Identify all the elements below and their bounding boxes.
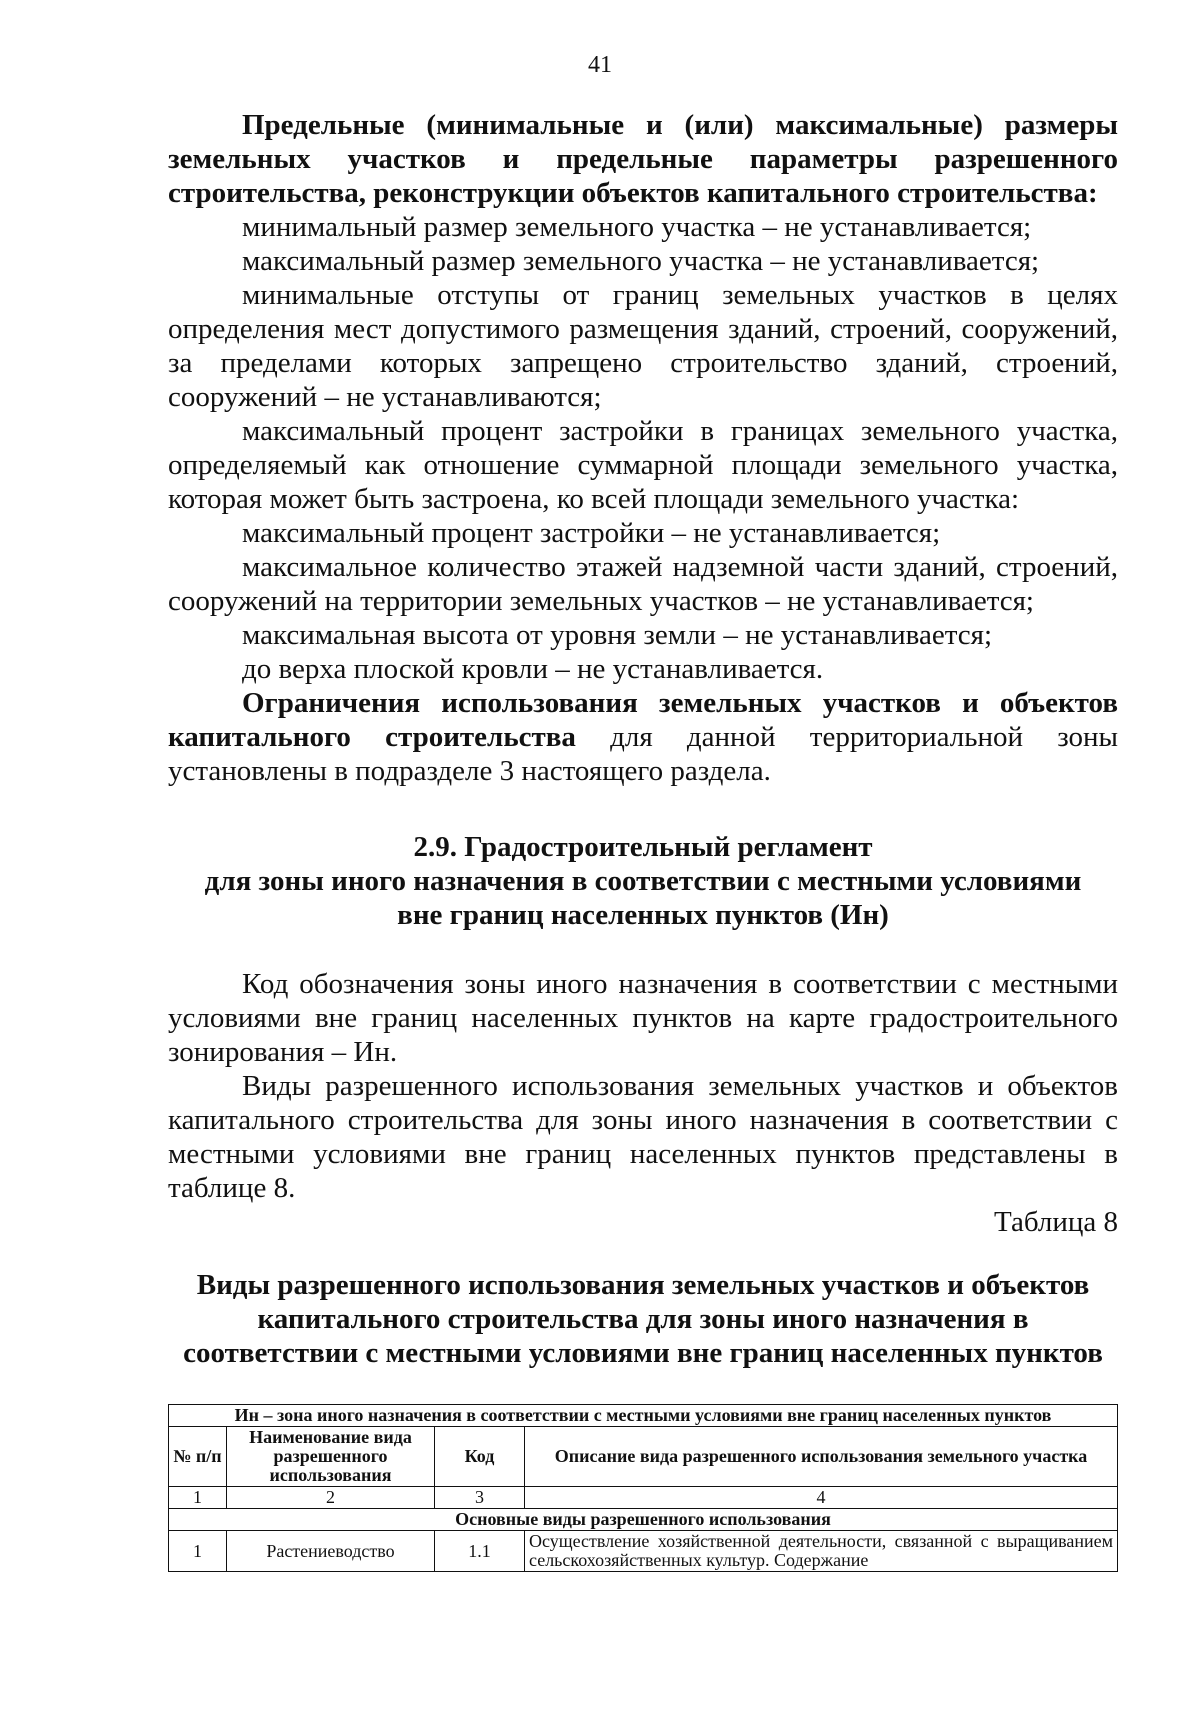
table-column-number-row — [169, 1487, 1118, 1509]
permitted-use-paragraph: Виды разрешенного использования земельных участков и объектов капитального строительства для зоны иного назначения в соответствии с местными условиями вне границ населенных пунктов представлены в таблице 8. — [168, 1070, 1118, 1204]
table-row — [169, 1531, 1118, 1572]
limit-item-1: минимальный размер земельного участка – не устанавливается; — [242, 211, 1032, 243]
table-group-header: Основные виды разрешенного использования — [169, 1509, 1118, 1531]
table-cell-code: 1.1 — [435, 1531, 525, 1572]
table-group-header-row — [169, 1509, 1118, 1531]
table-label: Таблица 8 — [993, 1206, 1118, 1238]
restrictions-bold: Ограничения использования земельных участков и объектов капитального строительства — [168, 687, 1118, 753]
limit-item-6: максимальное количество этажей надземной части зданий, строений, сооружений на территории земельных участков – не устанавливается; — [168, 551, 1118, 617]
column-header-description: Описание вида разрешенного использования земельного участка — [525, 1427, 1118, 1487]
table-caption-line-3: соответствии с местными условиями вне границ населенных пунктов — [183, 1337, 1103, 1369]
restrictions-rest: для данной территориальной зоны установлены в подразделе 3 настоящего раздела. — [168, 721, 1119, 787]
table-zone-header-row — [169, 1405, 1118, 1427]
table-8-container — [168, 1404, 1118, 1572]
limit-item-5: максимальный процент застройки – не устанавливается; — [242, 517, 941, 549]
limit-item-7: максимальная высота от уровня земли – не устанавливается; — [242, 619, 993, 651]
limit-item-4: максимальный процент застройки в границах земельного участка, определяемый как отношение суммарной площади земельного участка, которая может быть застроена, ко всей площади земельного участка: — [168, 415, 1118, 515]
page-number: 41 — [588, 52, 612, 78]
limits-heading: Предельные (минимальные и (или) максимальные) размеры земельных участков и предельные параметры разрешенного строительства, реконструкции объектов капитального строительства: — [168, 109, 1118, 209]
column-number-3: 3 — [435, 1487, 525, 1509]
section-title-line-1: 2.9. Градостроительный регламент — [413, 831, 873, 863]
column-header-num: № п/п — [169, 1427, 227, 1487]
table-column-header-row — [169, 1427, 1118, 1487]
table-caption — [168, 1268, 1118, 1370]
column-number-4: 4 — [525, 1487, 1118, 1509]
table-cell-num: 1 — [169, 1531, 227, 1572]
table-caption-line-1: Виды разрешенного использования земельных участков и объектов — [196, 1269, 1090, 1301]
column-number-2: 2 — [227, 1487, 435, 1509]
table-cell-name: Растениеводство — [227, 1531, 435, 1572]
zone-code-paragraph: Код обозначения зоны иного назначения в соответствии с местными условиями вне границ населенных пунктов на карте градостроительного зонирования – Ин. — [168, 968, 1118, 1068]
table-8 — [168, 1404, 1118, 1572]
limits-section — [168, 108, 1118, 788]
column-number-1: 1 — [169, 1487, 227, 1509]
limit-item-3: минимальные отступы от границ земельных участков в целях определения мест допустимого размещения зданий, строений, сооружений, за пределами которых запрещено строительство зданий, строений, сооружений – не устанавливаются; — [168, 279, 1118, 413]
table-cell-description: Осуществление хозяйственной деятельности, связанной с выращиванием сельскохозяйственных культур. Содержание — [525, 1531, 1118, 1572]
column-header-code: Код — [435, 1427, 525, 1487]
section-title-line-2: для зоны иного назначения в соответствии с местными условиями — [204, 865, 1082, 897]
column-header-name: Наименование вида разрешенного использования — [227, 1427, 435, 1487]
section-29-title — [168, 830, 1118, 932]
section-29-body — [168, 967, 1118, 1239]
restrictions-paragraph — [168, 686, 1118, 788]
table-zone-header: Ин – зона иного назначения в соответствии с местными условиями вне границ населенных пунктов — [169, 1405, 1118, 1427]
limit-item-8: до верха плоской кровли – не устанавливается. — [242, 653, 824, 685]
table-caption-line-2: капитального строительства для зоны иного назначения в — [257, 1303, 1029, 1335]
section-title-line-3: вне границ населенных пунктов (Ин) — [397, 899, 889, 931]
limit-item-2: максимальный размер земельного участка – не устанавливается; — [242, 245, 1040, 277]
